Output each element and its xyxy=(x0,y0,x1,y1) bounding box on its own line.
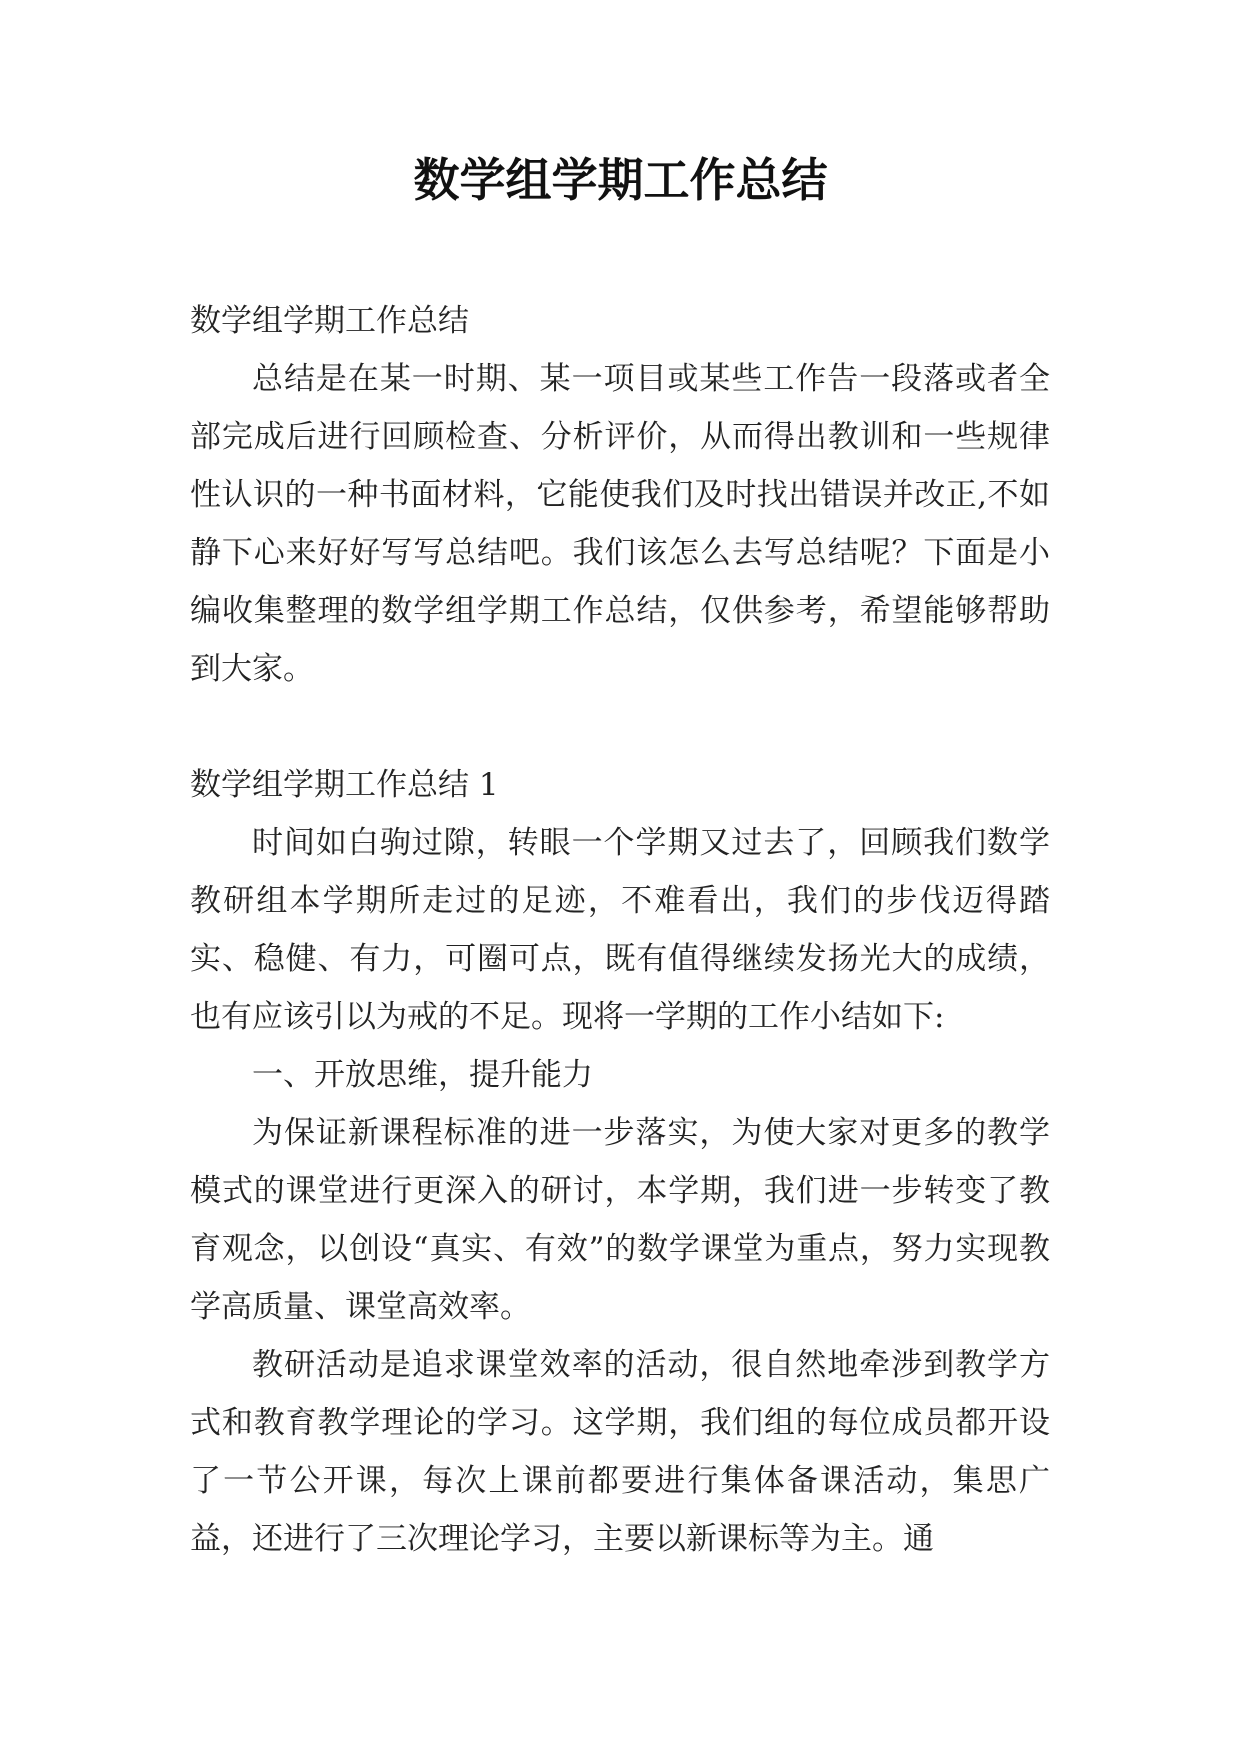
document-title: 数学组学期工作总结 xyxy=(413,153,828,207)
section-1-paragraph-3: 教研活动是追求课堂效率的活动，很自然地牵涉到教学方式和教育教学理论的学习。这学期，我们组的每位成员都开设了一节公开课，每次上课前都要进行集体备课活动，集思广益，还进行了三次理论学习，主要以新课标等为主。通 xyxy=(190,1347,1050,1557)
section-1-subheading: 一、开放思维，提升能力 xyxy=(252,1057,593,1093)
intro-heading: 数学组学期工作总结 xyxy=(190,303,469,339)
section-spacer xyxy=(190,698,1050,756)
intro-paragraph: 总结是在某一时期、某一项目或某些工作告一段落或者全部完成后进行回顾检查、分析评价，从而得出教训和一些规律性认识的一种书面材料，它能使我们及时找出错误并改正,不如静下心来好好写写总结吧。我们该怎么去写总结呢？下面是小编收集整理的数学组学期工作总结，仅供参考，希望能够帮助到大家。 xyxy=(190,361,1050,687)
section-1-paragraph-1: 时间如白驹过隙，转眼一个学期又过去了，回顾我们数学教研组本学期所走过的足迹，不难看出，我们的步伐迈得踏实、稳健、有力，可圈可点，既有值得继续发扬光大的成绩，也有应该引以为戒的不足。现将一学期的工作小结如下: xyxy=(190,825,1050,1035)
section-1-paragraph-2: 为保证新课程标准的进一步落实，为使大家对更多的教学模式的课堂进行更深入的研讨，本学期，我们进一步转变了教育观念，以创设“真实、有效”的数学课堂为重点，努力实现教学高质量、课堂高效率。 xyxy=(190,1115,1050,1325)
section-1-heading: 数学组学期工作总结 1 xyxy=(190,767,499,803)
document-body xyxy=(190,292,1050,1568)
